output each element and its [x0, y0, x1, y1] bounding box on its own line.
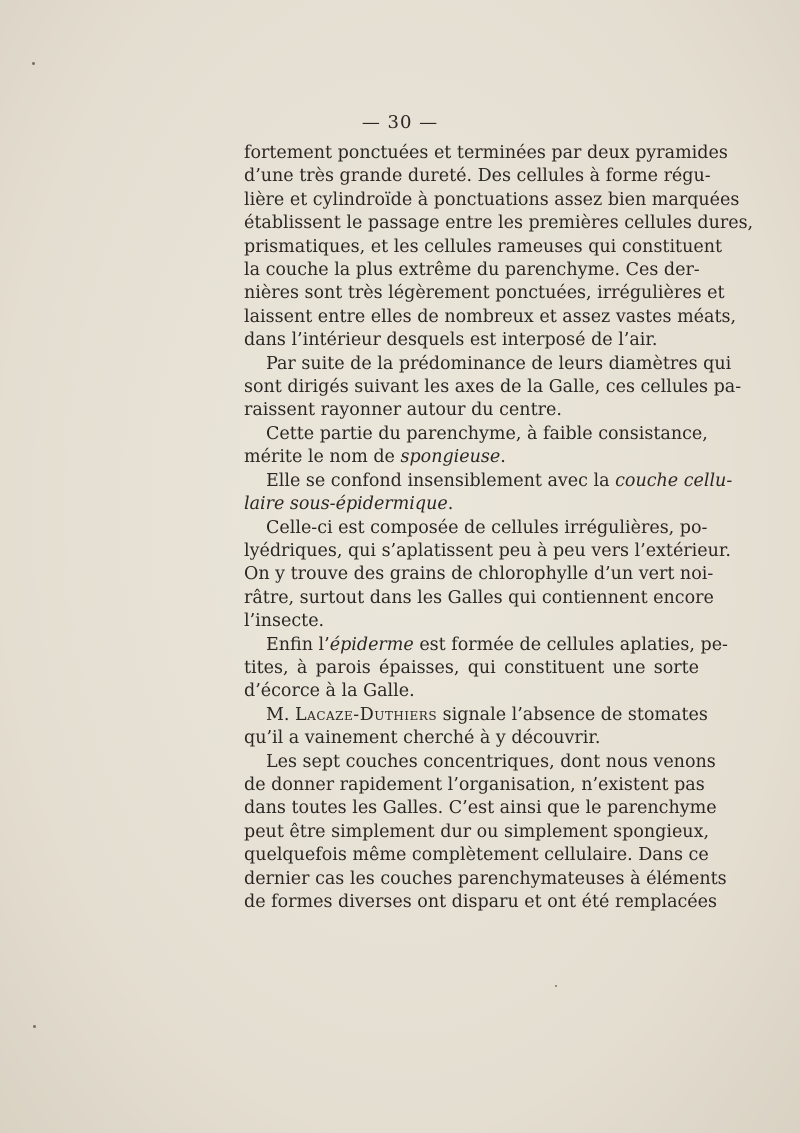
- text-line: peut être simplement dur ou simplement spongieux,: [244, 821, 710, 842]
- text-line: sont dirigés suivant les axes de la Galle, ces cellules pa-: [244, 377, 742, 398]
- text-line: l’insecte.: [244, 611, 325, 632]
- text-line: Elle se confond insensiblement avec la couche cellu-: [266, 470, 733, 491]
- text-line: quelquefois même complètement cellulaire. Dans ce: [244, 845, 709, 866]
- speck: [555, 985, 557, 987]
- text-line: de formes diverses ont disparu et ont été remplacées: [244, 892, 718, 912]
- text-line: de donner rapidement l’organisation, n’existent pas: [244, 774, 705, 795]
- text-line: laissent entre elles de nombreux et assez vastes méats,: [244, 306, 737, 327]
- italic-term: épiderme: [329, 634, 414, 655]
- text-line: lyédriques, qui s’aplatissent peu à peu vers l’extérieur.: [244, 540, 731, 561]
- text-line: Cette partie du parenchyme, à faible consistance,: [266, 423, 708, 444]
- text-line: Par suite de la prédominance de leurs diamètres qui: [266, 353, 732, 374]
- author-name: Lacaze-Duthiers: [295, 704, 438, 725]
- text-line: mérite le nom de spongieuse.: [244, 447, 506, 468]
- text-line: nières sont très légèrement ponctuées, irrégulières et: [244, 283, 725, 304]
- speck: [32, 62, 35, 65]
- text-line: Enfin l’épiderme est formée de cellules aplaties, pe-: [266, 634, 728, 655]
- text-line: dans l’intérieur desquels est interposé de l’air.: [244, 330, 658, 351]
- text-line: râtre, surtout dans les Galles qui contiennent encore: [244, 587, 714, 608]
- text-line: dernier cas les couches parenchymateuses à éléments: [244, 868, 727, 889]
- body-text: [244, 142, 754, 914]
- text-line: dans toutes les Galles. C’est ainsi que le parenchyme: [244, 798, 717, 819]
- text-line: qu’il a vainement cherché à y découvrir.: [244, 728, 601, 749]
- text-line: la couche la plus extrême du parenchyme. Ces der-: [244, 260, 700, 281]
- text-line: Celle-ci est composée de cellules irrégulières, po-: [266, 517, 708, 538]
- text-line: M. Lacaze-Duthiers signale l’absence de stomates: [266, 704, 708, 725]
- italic-term: couche cellu-: [615, 470, 733, 491]
- text-line: tites, à parois épaisses, qui constituent une sorte: [244, 657, 699, 678]
- speck: [33, 1025, 36, 1028]
- text-line: laire sous-épidermique.: [244, 494, 454, 515]
- italic-term: spongieuse: [400, 447, 501, 468]
- text-line: d’écorce à la Galle.: [244, 681, 415, 702]
- text-line: On y trouve des grains de chlorophylle d’un vert noi-: [244, 564, 714, 585]
- text-line: prismatiques, et les cellules rameuses qui constituent: [244, 236, 723, 257]
- text-line: fortement ponctuées et terminées par deux pyramides: [244, 143, 728, 163]
- text-line: d’une très grande dureté. Des cellules à forme régu-: [244, 166, 711, 187]
- italic-term: laire sous-épidermique: [244, 494, 448, 515]
- text-line: raissent rayonner autour du centre.: [244, 400, 562, 421]
- text-line: Les sept couches concentriques, dont nous venons: [266, 751, 716, 772]
- text-line: établissent le passage entre les premières cellules dures,: [244, 213, 754, 234]
- text-line: lière et cylindroïde à ponctuations assez bien marquées: [244, 189, 740, 210]
- page-number: — 30 —: [361, 112, 439, 133]
